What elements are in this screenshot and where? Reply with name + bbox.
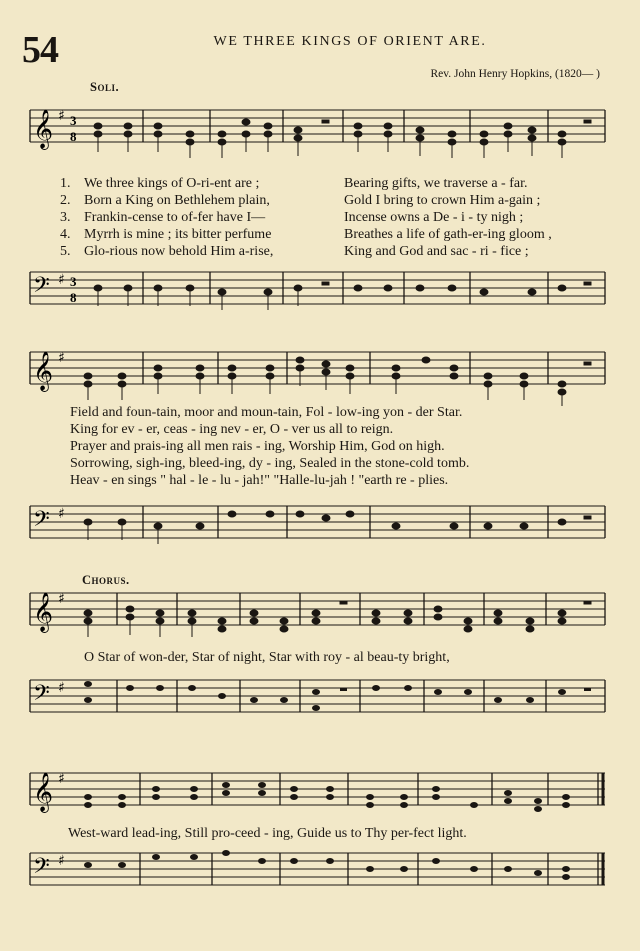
chorus-lyric-1: O Star of won-der, Star of night, Star with roy - al beau-ty bright, bbox=[84, 650, 450, 665]
bass-clef-icon: 𝄢 bbox=[33, 681, 50, 711]
verse2-line-3: Prayer and prais-ing all men rais - ing, Worship Him, God on high. bbox=[70, 439, 445, 454]
svg-text:♯: ♯ bbox=[58, 506, 65, 522]
verse2-line-2: King for ev - er, ceas - ing nev - er, O - ver us all to reign. bbox=[70, 422, 394, 437]
time-sig-top: 3 bbox=[70, 113, 77, 128]
verse-line-5: 5. Glo-rious now behold Him a-rise, King and God and sac - ri - fice ; bbox=[60, 244, 529, 259]
chorus-lyric-2: West-ward lead-ing, Still pro-ceed - ing, Guide us to Thy per-fect light. bbox=[68, 826, 467, 841]
treble-clef-icon: 𝄞 bbox=[33, 109, 54, 149]
system-3-bass-staff bbox=[0, 672, 640, 732]
system-1-bass-staff bbox=[0, 266, 640, 326]
verse-line-3: 3. Frankin-cense to of-fer have I— Incense owns a De - i - ty nigh ; bbox=[60, 210, 524, 225]
verse2-line-1: Field and foun-tain, moor and moun-tain, Fol - low-ing yon - der Star. bbox=[70, 405, 463, 420]
svg-text:♯: ♯ bbox=[58, 272, 65, 288]
svg-text:♯: ♯ bbox=[58, 680, 65, 696]
svg-text:♯: ♯ bbox=[58, 853, 65, 869]
verse2-line-4: Sorrowing, sigh-ing, bleed-ing, dy - ing, Sealed in the stone-cold tomb. bbox=[70, 456, 470, 471]
svg-text:♯: ♯ bbox=[58, 591, 65, 607]
bass-clef-icon: 𝄢 bbox=[33, 273, 50, 303]
system-4-treble-staff bbox=[0, 765, 640, 825]
system-2-bass-staff bbox=[0, 498, 640, 558]
treble-clef-icon: 𝄞 bbox=[33, 772, 54, 812]
svg-text:♯: ♯ bbox=[58, 350, 65, 366]
verse-line-1: 1. We three kings of O-ri-ent are ; Bearing gifts, we traverse a - far. bbox=[60, 176, 528, 191]
time-sig-bottom: 8 bbox=[70, 129, 77, 144]
system-2-treble-staff bbox=[0, 340, 640, 410]
system-4-bass-staff bbox=[0, 845, 640, 905]
author-credit: Rev. John Henry Hopkins, (1820— ) bbox=[430, 68, 600, 80]
soli-label: Soli. bbox=[90, 80, 120, 94]
svg-text:♯: ♯ bbox=[58, 771, 65, 787]
svg-text:3: 3 bbox=[70, 274, 77, 289]
verse-line-2: 2. Born a King on Bethlehem plain, Gold I bring to crown Him a-gain ; bbox=[60, 193, 541, 208]
system-1-treble-staff bbox=[0, 100, 640, 170]
bass-clef-icon: 𝄢 bbox=[33, 507, 50, 537]
svg-text:8: 8 bbox=[70, 290, 77, 305]
system-3-treble-staff bbox=[0, 585, 640, 645]
treble-clef-icon: 𝄞 bbox=[33, 592, 54, 632]
verse-line-4: 4. Myrrh is mine ; its bitter perfume Breathes a life of gath-er-ing gloom , bbox=[60, 227, 552, 242]
bass-clef-icon: 𝄢 bbox=[33, 854, 50, 884]
verse2-line-5: Heav - en sings " hal - le - lu - jah!" "Halle-lu-jah ! "earth re - plies. bbox=[70, 473, 449, 488]
svg-text:♯: ♯ bbox=[58, 108, 65, 124]
hymn-title: WE THREE KINGS OF ORIENT ARE. bbox=[213, 34, 487, 49]
treble-clef-icon: 𝄞 bbox=[33, 351, 54, 391]
hymn-number: 54 bbox=[22, 29, 58, 71]
chorus-label: Chorus. bbox=[82, 573, 130, 587]
